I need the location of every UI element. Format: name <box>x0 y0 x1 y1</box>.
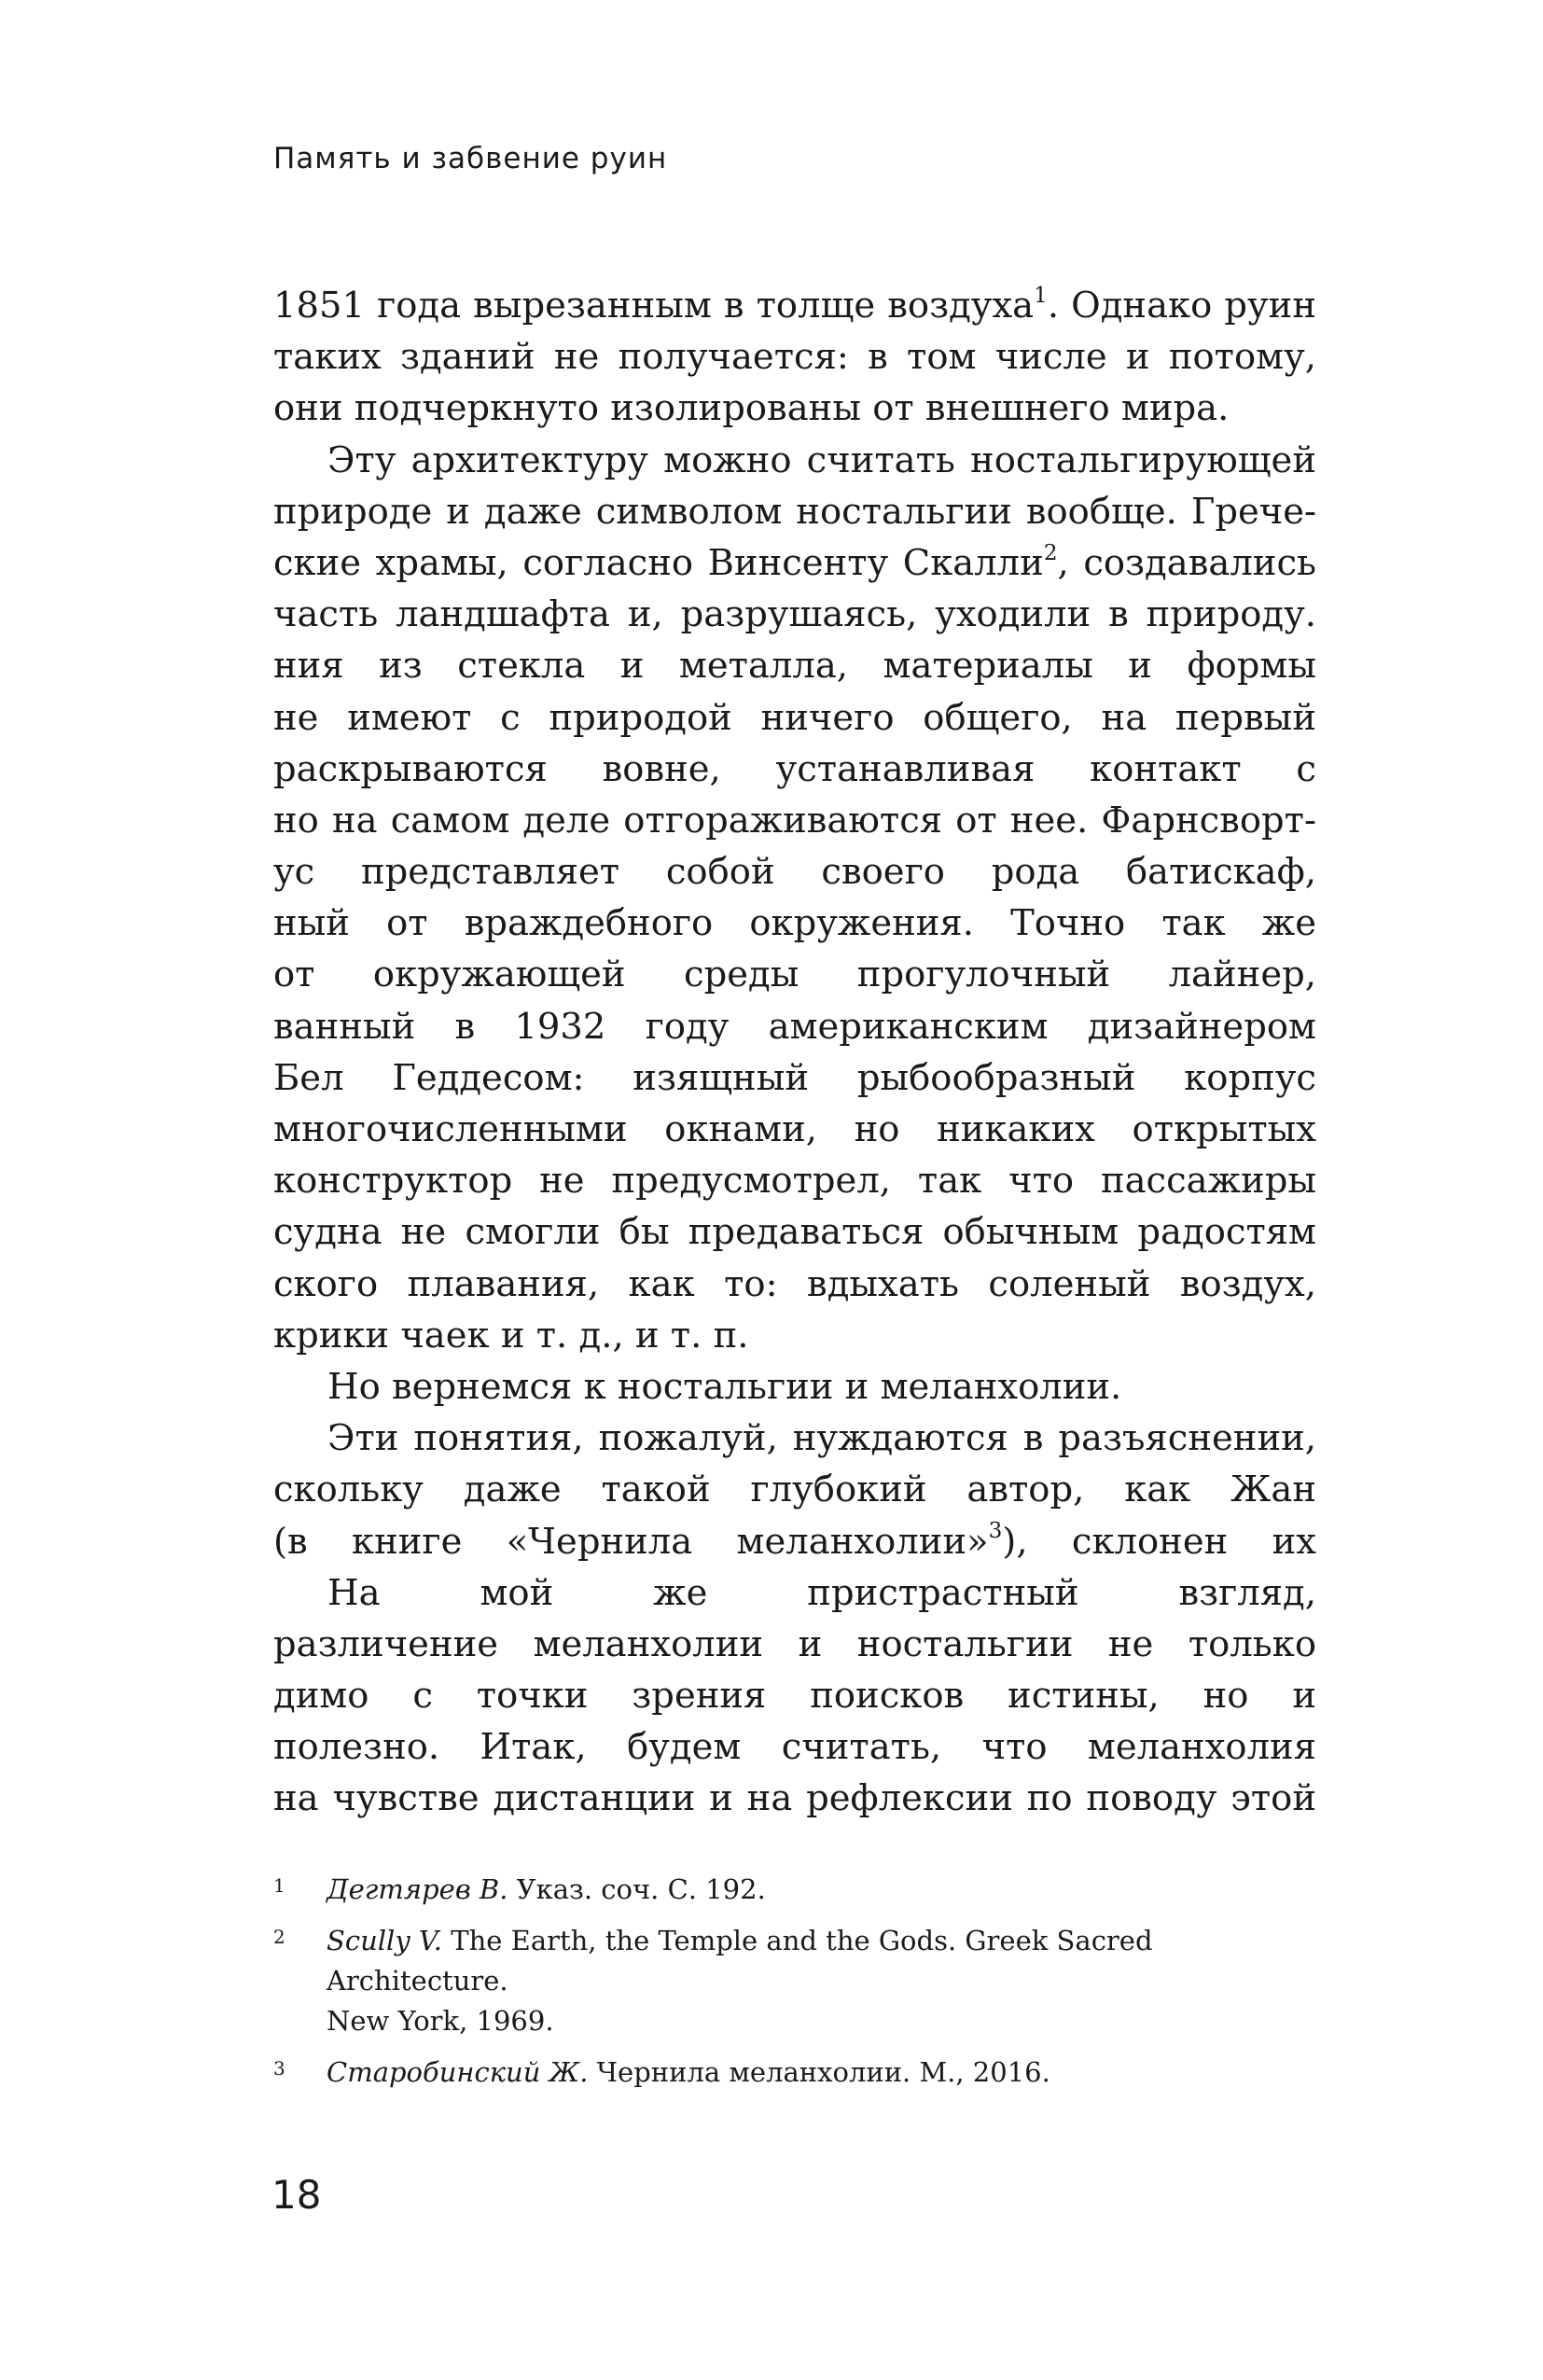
footnote-number: 3 <box>273 2057 285 2080</box>
text-line: крики чаек и т. д., и т. п. <box>273 1314 749 1357</box>
text-line: но на самом деле отгораживаются от нее. Фарнсворт- <box>273 799 1316 842</box>
text-line: полезно. Итак, будем считать, что меланхолия <box>273 1726 1316 1769</box>
paragraph-start: Эти понятия, пожалуй, нуждаются в разъяснении, <box>327 1417 1316 1460</box>
text-line: многочисленными окнами, но никаких открытых <box>273 1108 1316 1150</box>
footnote-author: Старобинский Ж. <box>327 2056 589 2088</box>
text-line: ванный в 1932 году американским дизайнером <box>273 1005 1316 1048</box>
text-line: ния из стекла и металла, материалы и формы <box>273 645 1316 688</box>
text-line: судна не смогли бы предаваться обычным радостям <box>273 1211 1316 1254</box>
footnote-text: Указ. соч. С. 192. <box>507 1873 766 1905</box>
paragraph-start: Но вернемся к ностальгии и меланхолии. <box>327 1365 1122 1408</box>
footnotes <box>273 1870 1316 2104</box>
text-line: ские храмы, согласно Винсенту Скалли$^2$, создавались <box>273 540 1316 584</box>
footnote-text: The Earth, the Temple and the Gods. Greek Sacred Architecture. <box>327 1925 1153 1997</box>
text-line: таких зданий не получается: в том числе и потому, <box>273 336 1316 379</box>
text-line: димо с точки зрения поисков истины, но и <box>273 1675 1316 1718</box>
footnote-ref: 2 <box>1043 540 1058 565</box>
text-line: Бел Геддесом: изящный рыбообразный корпус <box>273 1056 1316 1099</box>
text-line: они подчеркнуто изолированы от внешнего мира. <box>273 387 1230 430</box>
running-head: Память и забвение руин <box>273 142 668 175</box>
text-line: скольку даже такой глубокий автор, как Жан <box>273 1468 1316 1511</box>
text-line: на чувстве дистанции и на рефлексии по поводу этой <box>273 1777 1316 1820</box>
text-line: не имеют с природой ничего общего, на первый <box>273 696 1316 739</box>
footnote-ref: 3 <box>988 1519 1003 1544</box>
paragraph-start: Эту архитектуру можно считать ностальгирующей <box>327 438 1316 481</box>
footnote <box>273 1921 1316 2041</box>
text-line: часть ландшафта и, разрушаясь, уходили в природу. <box>273 593 1316 636</box>
text-line: конструктор не предусмотрел, так что пассажиры <box>273 1160 1316 1203</box>
footnote-number: 2 <box>273 1926 285 1948</box>
footnote-author: Дегтярев В. <box>327 1873 508 1905</box>
text-line: различение меланхолии и ностальгии не только <box>273 1622 1316 1665</box>
footnote <box>273 1870 1316 1910</box>
footnote-text-continued: New York, 1969. <box>327 2005 554 2037</box>
page-number: 18 <box>271 2172 322 2218</box>
text-line: ского плавания, как то: вдыхать соленый воздух, <box>273 1262 1316 1305</box>
footnote-number: 1 <box>273 1874 285 1897</box>
footnote <box>273 2053 1316 2093</box>
text-line: ный от враждебного окружения. Точно так же <box>273 902 1316 945</box>
paragraph-start: На мой же пристрастный взгляд, <box>327 1571 1316 1614</box>
text-line: от окружающей среды прогулочный лайнер, <box>273 953 1316 996</box>
footnote-ref: 1 <box>1034 283 1048 308</box>
text-line: природе и даже символом ностальгии вообще. Грече- <box>273 490 1316 533</box>
text-line: 1851 года вырезанным в толще воздуха$^1$. Однако руин <box>273 283 1316 327</box>
body-text <box>273 280 1316 1825</box>
text-line: (в книге «Чернила меланхолии»$^3$), склонен их <box>273 1519 1316 1563</box>
text-line: ус представляет собой своего рода батискаф, <box>273 851 1316 894</box>
footnote-text: Чернила меланхолии. М., 2016. <box>588 2056 1050 2088</box>
footnote-author: Scully V. <box>327 1925 443 1956</box>
text-line: раскрываются вовне, устанавливая контакт с <box>273 747 1316 790</box>
